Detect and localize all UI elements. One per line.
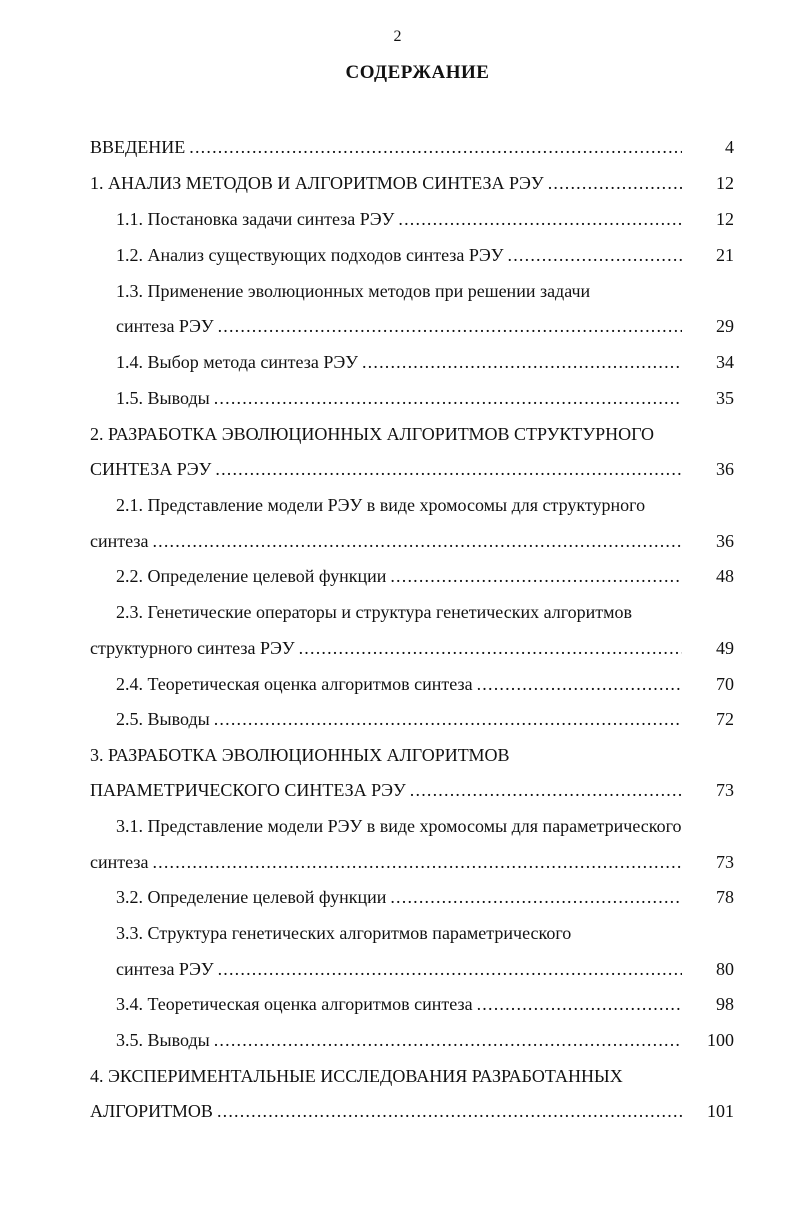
dot-leader — [218, 311, 682, 341]
dot-leader — [214, 704, 682, 734]
toc-entry-chapter-2-continued — [90, 454, 734, 484]
toc-entry-page: 12 — [716, 209, 734, 229]
dot-leader — [362, 347, 682, 377]
toc-entry-chapter-4-continued — [90, 1096, 734, 1126]
toc-entry-text: 1.2. Анализ существующих подходов синтеза РЭУ — [116, 245, 504, 265]
toc-entry-text: 1.3. Применение эволюционных методов при решении задачи — [116, 281, 591, 301]
toc-entry-text: синтеза — [90, 852, 149, 872]
dot-leader — [299, 633, 682, 663]
dot-leader — [398, 204, 682, 234]
toc-entry-page: 35 — [716, 388, 734, 408]
toc-entry-1-1 — [116, 204, 734, 234]
toc-entry-page: 48 — [716, 566, 734, 586]
toc-entry-page: 100 — [707, 1030, 734, 1050]
toc-entry-text: 1.5. Выводы — [116, 388, 210, 408]
toc-entry-page: 29 — [716, 316, 734, 336]
toc-entry-2-3 — [116, 597, 736, 627]
toc-entry-text: синтеза РЭУ — [116, 316, 214, 336]
toc-entry-2-4 — [116, 669, 734, 699]
toc-entry-text: СИНТЕЗА РЭУ — [90, 459, 212, 479]
dot-leader — [152, 526, 682, 556]
dot-leader — [152, 847, 682, 877]
toc-entry-page: 21 — [716, 245, 734, 265]
toc-entry-intro — [90, 132, 734, 162]
toc-entry-chapter-3 — [90, 740, 734, 770]
toc-entry-page: 78 — [716, 887, 734, 907]
toc-entry-2-3-continued — [90, 633, 734, 663]
toc-entry-text: ВВЕДЕНИЕ — [90, 137, 186, 157]
toc-entry-2-5 — [116, 704, 734, 734]
toc-entry-text: 3.4. Теоретическая оценка алгоритмов синтеза — [116, 994, 473, 1014]
toc-entry-chapter-4 — [90, 1061, 734, 1091]
dot-leader — [218, 954, 682, 984]
toc-entry-text: ПАРАМЕТРИЧЕСКОГО СИНТЕЗА РЭУ — [90, 780, 406, 800]
toc-entry-1-5 — [116, 383, 734, 413]
toc-entry-chapter-2 — [90, 419, 734, 449]
dot-leader — [214, 1025, 682, 1055]
dot-leader — [189, 132, 682, 162]
toc-entry-3-2 — [116, 882, 734, 912]
toc-entry-page: 80 — [716, 959, 734, 979]
toc-entry-1-3 — [116, 276, 736, 306]
dot-leader — [477, 669, 682, 699]
toc-entry-page: 4 — [725, 137, 734, 157]
toc-entry-page: 36 — [716, 531, 734, 551]
toc-entry-page: 49 — [716, 638, 734, 658]
toc-entry-text: 3.2. Определение целевой функции — [116, 887, 387, 907]
dot-leader — [410, 775, 682, 805]
page-number: 2 — [393, 28, 402, 45]
toc-entry-1-2 — [116, 240, 734, 270]
toc-entry-page: 98 — [716, 994, 734, 1014]
toc-entry-text: 3.3. Структура генетических алгоритмов параметрического — [116, 923, 572, 943]
toc-entry-page: 72 — [716, 709, 734, 729]
toc-entry-chapter-3-continued — [90, 775, 734, 805]
toc-entry-text: 3. РАЗРАБОТКА ЭВОЛЮЦИОННЫХ АЛГОРИТМОВ — [90, 745, 510, 765]
toc-entry-text: синтеза РЭУ — [116, 959, 214, 979]
dot-leader — [217, 1096, 682, 1126]
toc-entry-text: 1.4. Выбор метода синтеза РЭУ — [116, 352, 358, 372]
dot-leader — [215, 454, 682, 484]
dot-leader — [390, 882, 682, 912]
toc-entry-3-1 — [116, 811, 736, 841]
toc-entry-text: синтеза — [90, 531, 149, 551]
toc-entry-text: 1. АНАЛИЗ МЕТОДОВ И АЛГОРИТМОВ СИНТЕЗА РЭУ — [90, 173, 544, 193]
toc-entry-text: 2.5. Выводы — [116, 709, 210, 729]
toc-entry-page: 101 — [707, 1101, 734, 1121]
toc-entry-page: 36 — [716, 459, 734, 479]
toc-entry-2-1 — [116, 490, 736, 520]
toc-entry-3-3 — [116, 918, 736, 948]
toc-entry-page: 73 — [716, 780, 734, 800]
dot-leader — [548, 168, 682, 198]
toc-entry-text: 2.3. Генетические операторы и структура генетических алгоритмов — [116, 602, 633, 622]
toc-entry-1-4 — [116, 347, 734, 377]
toc-entry-text: 4. ЭКСПЕРИМЕНТАЛЬНЫЕ ИССЛЕДОВАНИЯ РАЗРАБОТАННЫХ — [90, 1066, 623, 1086]
toc-entry-text: 3.1. Представление модели РЭУ в виде хромосомы для параметрического — [116, 816, 682, 836]
toc-entry-text: 2.1. Представление модели РЭУ в виде хромосомы для структурного — [116, 495, 646, 515]
toc-entry-page: 34 — [716, 352, 734, 372]
toc-entry-text: 2.2. Определение целевой функции — [116, 566, 387, 586]
toc-entry-chapter-1 — [90, 168, 734, 198]
dot-leader — [508, 240, 682, 270]
toc-entry-text: 3.5. Выводы — [116, 1030, 210, 1050]
toc-entry-3-1-continued — [90, 847, 734, 877]
toc-entry-page: 70 — [716, 674, 734, 694]
dot-leader — [214, 383, 682, 413]
toc-entry-3-3-continued — [116, 954, 734, 984]
toc-entry-2-1-continued — [90, 526, 734, 556]
toc-entry-text: АЛГОРИТМОВ — [90, 1101, 213, 1121]
dot-leader — [477, 989, 682, 1019]
dot-leader — [390, 561, 682, 591]
toc-title: СОДЕРЖАНИЕ — [345, 62, 490, 83]
toc-entry-3-5 — [116, 1025, 734, 1055]
toc-entry-text: структурного синтеза РЭУ — [90, 638, 295, 658]
toc-entry-3-4 — [116, 989, 734, 1019]
toc-entry-2-2 — [116, 561, 734, 591]
toc-entry-page: 12 — [716, 173, 734, 193]
toc-entry-text: 2. РАЗРАБОТКА ЭВОЛЮЦИОННЫХ АЛГОРИТМОВ СТРУКТУРНОГО — [90, 424, 655, 444]
toc-entry-text: 2.4. Теоретическая оценка алгоритмов синтеза — [116, 674, 473, 694]
toc-entry-text: 1.1. Постановка задачи синтеза РЭУ — [116, 209, 395, 229]
toc-entry-1-3-continued — [116, 311, 734, 341]
toc-entry-page: 73 — [716, 852, 734, 872]
